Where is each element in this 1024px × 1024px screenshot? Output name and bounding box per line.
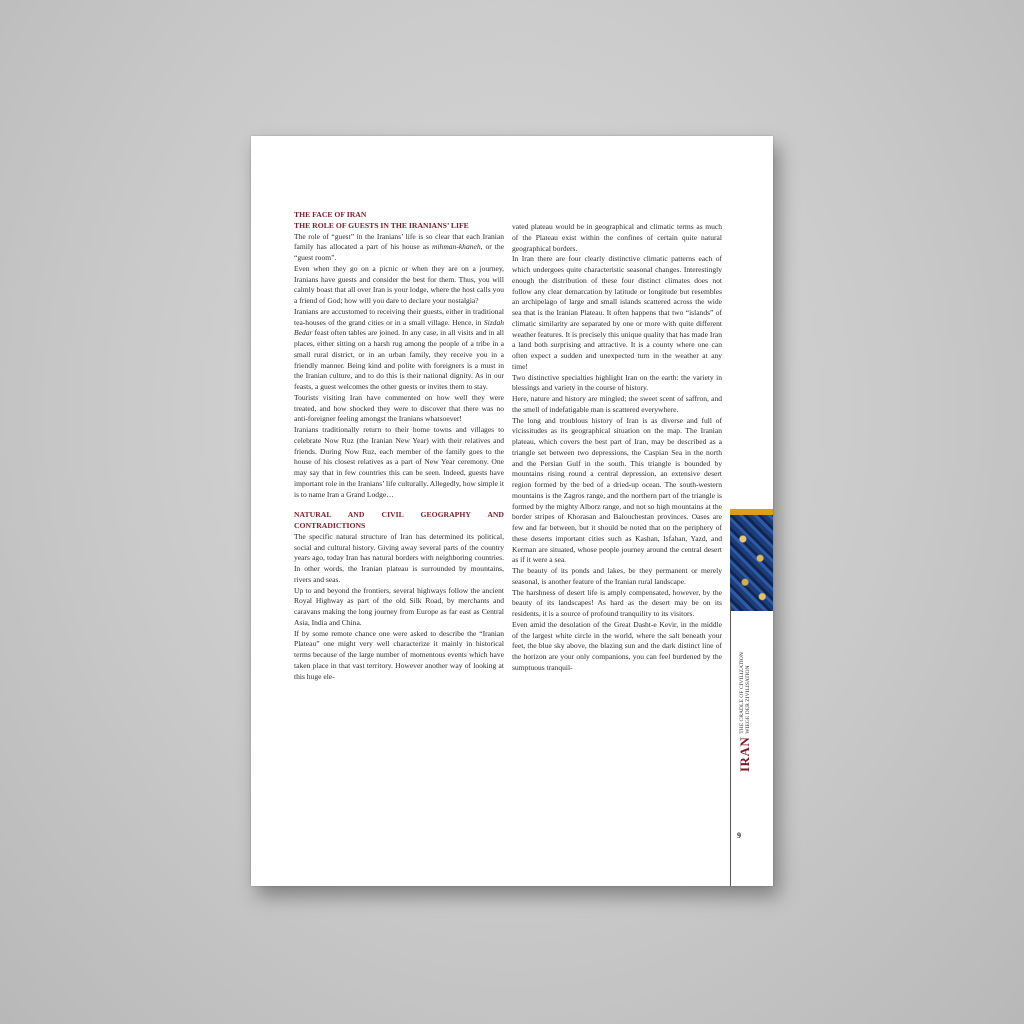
paragraph: Two distinctive specialties highlight Iran on the earth: the variety in blessings and variety in the course of history. [512, 372, 722, 393]
paragraph: Iranians are accustomed to receiving their guests, either in traditional tea-houses of the grand cities or in a small village. Hence, in Sizdah Bedar feast often tables are joined. In any case, in all visits and in all places, either sitting on a harsh rug among the people of a tribe in a small rural district, or in an urban family, they receive you in a friendly manner. Being kind and polite with foreigners is a must in the Iranian culture, and to do this is their national dignity. As in our feasts, a guest welcomes the other guests or invites them to stay. [294, 306, 504, 392]
paragraph: The long and troublous history of Iran is as diverse and full of vicissitudes as its geographical situation on the map. The Iranian plateau, which covers the best part of Iran, may be described as a triangle set between two depressions, the Caspian Sea in the north and the Persian Gulf in the south. This triangle is bounded by mountains rising round a central depression, an extensive desert region formed by the bed of a dried-up ocean. The south-western mountains is the Zagros range, and the northern part of the triangle is formed by the mighty Alborz range, and not so high mountains at the border stripes of Khorasan and Balouchestan provinces. Oases are few and far between, but it should be noted that on the periphery of these deserts important cities such as Kashan, Isfahan, Yazd, and Kerman are situated, whose people journey around the central desert as if it were a sea. [512, 415, 722, 565]
side-line-1: THE CRADLE OF CIVILIZATION [738, 652, 745, 734]
paragraph: The specific natural structure of Iran has determined its political, social and cultural history. Giving away several parts of the country years ago, today Iran has natural borders with neighboring countries. In other words, the Iranian plateau is surrounded by mountains, rivers and seas. [294, 531, 504, 584]
paragraph: The role of “guest” in the Iranians’ life is so clear that each Iranian family has allocated a part of his house as mihman-khaneh, or the “guest room”. [294, 231, 505, 263]
document-page [251, 136, 773, 886]
paragraph: If by some remote chance one were asked to describe the “Iranian Plateau” one might very well characterize it mainly in historical terms because of the large number of momentous events which have taken place in that vast territory. However another way of looking at this huge ele- [294, 628, 504, 681]
section-title: THE FACE OF IRAN [294, 210, 367, 219]
side-brand: IRAN [737, 736, 752, 772]
margin-divider [730, 604, 731, 886]
paragraph: Iranians traditionally return to their home towns and villages to celebrate Now Ruz (the Iranian New Year) with their relatives and friends. During Now Ruz, each member of the family goes to the house of his closest relatives as a part of New Year ceremony. One may say that in few countries this can be seen. Indeed, guests have important role in the Iranians’ life culturally. Allegedly, how simple it is to name Iran a Grand Lodge… [294, 425, 504, 499]
paragraph: vated plateau would be in geographical and climatic terms as much of the Plateau exist within the confines of certain quite natural geographical borders. [512, 222, 722, 253]
geography-heading: NATURAL AND CIVIL GEOGRAPHY AND CONTRADICTIONS [294, 510, 504, 531]
guests-heading: THE ROLE OF GUESTS IN THE IRANIANS’ LIFE [294, 220, 469, 230]
paragraph: The harshness of desert life is amply compensated, however, by the beauty of its landscapes! As hard as the desert may be on its residents, it is a source of profound tranquility to its visitors. [512, 587, 722, 618]
paragraph: Here, nature and history are mingled; the sweet scent of saffron, and the smell of indefatigable man is scattered everywhere. [512, 394, 722, 414]
paragraph: Even when they go on a picnic or when they are on a journey, Iranians have guests and consider the best for them. Thus, you will calmly boast that all over Iran is your lodge, where the host calls you a friend of God; how will you dare to declare your nostalgia? [294, 263, 504, 306]
side-line-2: WIEGE DER ZIVILISATION [745, 665, 751, 734]
page-number: 9 [737, 831, 741, 840]
paragraph: The beauty of its ponds and lakes, be they permanent or merely seasonal, is another feature of the Iranian rural landscape. [512, 566, 722, 586]
paragraph: Tourists visiting Iran have commented on how well they were treated, and how shocked they were to discover that there was no anti-foreigner feeling amongst the Iranians whatsoever! [294, 392, 504, 424]
side-label [734, 622, 756, 772]
left-column [294, 210, 504, 682]
right-column [512, 222, 722, 674]
paragraph: Up to and beyond the frontiers, several highways follow the ancient Royal Highway as part of the old Silk Road, by merchants and caravans making the long journey from Europe as far east as Central Asia, India and China. [294, 585, 504, 627]
paragraph: Even amid the desolation of the Great Dasht-e Kevir, in the middle of the largest white circle in the world, where the salt beneath your feet, the blue sky above, the blazing sun and the dark distinct line of the horizon are your only companions, you can feel burdened by the sumptuous tranquil- [512, 619, 722, 672]
paragraph: In Iran there are four clearly distinctive climatic patterns each of which undergoes quite characteristic seasonal changes. Interestingly enough the distribution of these four distinct climates does not follow any clear demarcation by latitude or longitude but resembles an archipelago of large and small islands scattered across the wide sea that is the Iranian Plateau. It often happens that two “islands” of climatic similarity are separated by one or more with quite different weather features. It is precisely this unique quality that has made Iran a land both surprising and attractive. It is a county where one can often expect a sudden and unexpected turn in the weather at any time! [512, 254, 722, 371]
tile-mosaic-image [730, 515, 773, 611]
